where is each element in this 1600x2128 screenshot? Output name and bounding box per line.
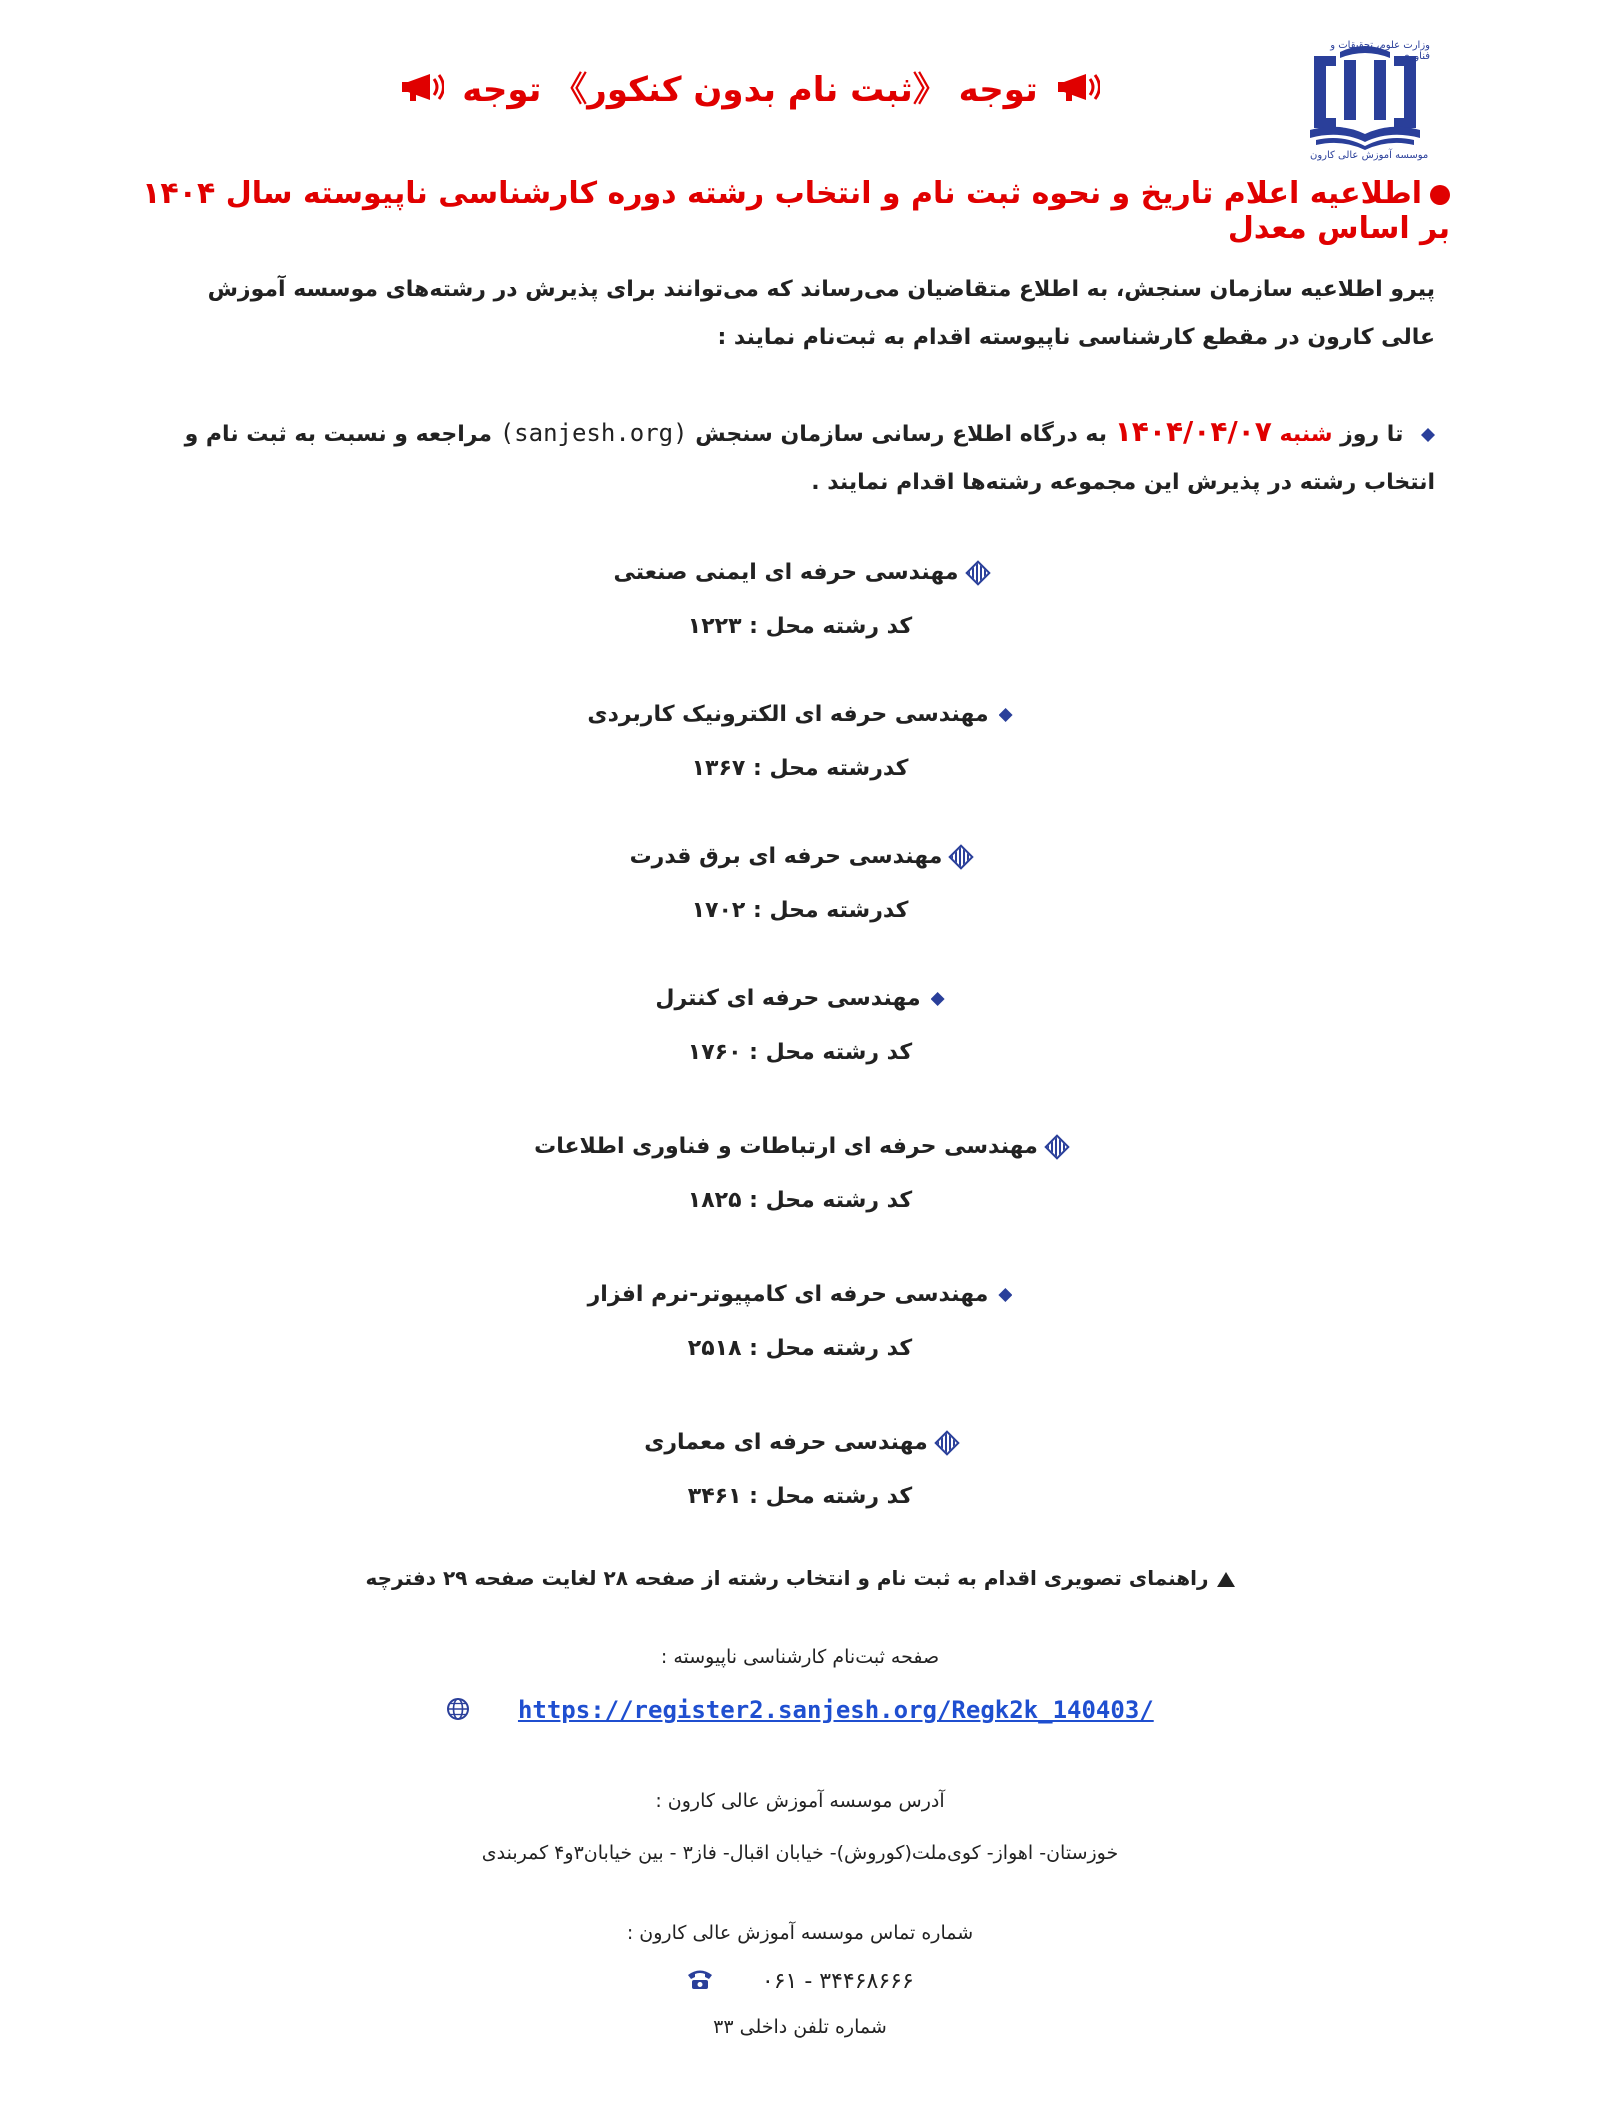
field-name: مهندسی حرفه ای کنترل [655,986,921,1011]
deadline-after: مراجعه و نسبت به ثبت نام و انتخاب رشته در پذیرش این مجموعه رشته‌ها اقدام نمایند . [184,422,1435,495]
contact-label: شماره تماس موسسه آموزش عالی کارون : [626,1922,974,1944]
field-name: مهندسی حرفه ای الکترونیک کاربردی [587,702,989,727]
field-item [0,844,1600,869]
field-name: مهندسی حرفه ای برق قدرت [629,844,943,869]
intro-paragraph: پیرو اطلاعیه سازمان سنجش، به اطلاع متقاضیان می‌رساند که می‌توانند برای پذیرش در رشته‌های موسسه آموزش عالی کارون در مقطع کارشناسی ناپیوسته اقدام به ثبت‌نام نمایند : [207,277,1435,350]
megaphone-icon [400,70,444,113]
telephone-icon [686,1968,714,1996]
field-code: کد رشته محل : ۱۸۲۵ [687,1188,913,1213]
field-name: مهندسی حرفه ای کامپیوتر-نرم افزار [587,1282,989,1307]
deadline-paragraph [150,408,1435,507]
red-bullet-icon [1430,185,1450,205]
diamond-bullet-icon [1421,428,1435,442]
field-code: کدرشته محل : ۱۷۰۲ [691,898,909,923]
diamond-bullet-icon [934,1430,959,1455]
page-title [300,62,1200,113]
field-item [0,986,1600,1011]
contact-phone-row [0,1968,1600,1996]
field-item [0,1282,1600,1307]
contact-extension: شماره تلفن داخلی ۳۳ [713,2016,887,2038]
diamond-bullet-icon [931,992,945,1006]
diamond-bullet-icon [998,1288,1012,1302]
field-name: مهندسی حرفه ای ایمنی صنعتی [613,560,959,585]
logo-caption-top: وزارت علوم، تحقیقات و فناوری [1330,40,1430,62]
diamond-bullet-icon [999,708,1013,722]
globe-icon [446,1697,470,1727]
address-label: آدرس موسسه آموزش عالی کارون : [655,1790,945,1812]
field-item [0,702,1600,727]
announcement-headline [140,176,1450,246]
page-title-text: توجه 《ثبت نام بدون کنکور》 توجه [462,70,1038,110]
institute-logo [1300,38,1430,163]
guide-text: راهنمای تصویری اقدام به ثبت نام و انتخاب رشته از صفحه ۲۸ لغایت صفحه ۲۹ دفترچه [365,1566,1209,1590]
guide-note [0,1566,1600,1590]
field-item [0,560,1600,585]
field-item [0,1134,1600,1159]
deadline-before: تا روز [1340,422,1404,447]
diamond-bullet-icon [1044,1134,1069,1159]
registration-link-row [0,1696,1600,1727]
field-code: کد رشته محل : ۳۴۶۱ [687,1484,913,1509]
triangle-bullet-icon [1217,1572,1235,1587]
deadline-date: ۱۴۰۴/۰۴/۰۷ [1114,415,1272,448]
address-value: خوزستان- اهواز- کوی‌ملت(کوروش)- خیابان اقبال- فاز۳ - بین خیابان۳و۴ کمربندی [481,1842,1119,1864]
diamond-bullet-icon [965,560,990,585]
deadline-middle: به درگاه اطلاع رسانی سازمان سنجش [695,422,1108,447]
registration-link[interactable]: https://register2.sanjesh.org/Regk2k_140403/ [517,1696,1154,1724]
registration-label: صفحه ثبت‌نام کارشناسی ناپیوسته : [660,1646,940,1668]
megaphone-icon [1056,70,1100,113]
contact-phone: ۰۶۱ - ۳۴۴۶۸۶۶۶ [761,1969,914,1994]
announcement-headline-text: اطلاعیه اعلام تاریخ و نحوه ثبت نام و انتخاب رشته دوره کارشناسی ناپیوسته سال ۱۴۰۴ بر اساس معدل [142,176,1450,246]
field-code: کدرشته محل : ۱۳۶۷ [691,756,909,781]
logo-caption-bottom: موسسه آموزش عالی کارون [1310,150,1429,161]
diamond-bullet-icon [949,844,974,869]
field-name: مهندسی حرفه ای معماری [644,1430,928,1455]
sanjesh-site: (sanjesh.org) [499,419,688,447]
field-code: کد رشته محل : ۱۷۶۰ [687,1040,913,1065]
field-code: کد رشته محل : ۲۵۱۸ [687,1336,913,1361]
field-code: کد رشته محل : ۱۲۲۳ [687,614,913,639]
deadline-day: شنبه [1279,422,1333,447]
field-name: مهندسی حرفه ای ارتباطات و فناوری اطلاعات [534,1134,1038,1159]
field-item [0,1430,1600,1455]
